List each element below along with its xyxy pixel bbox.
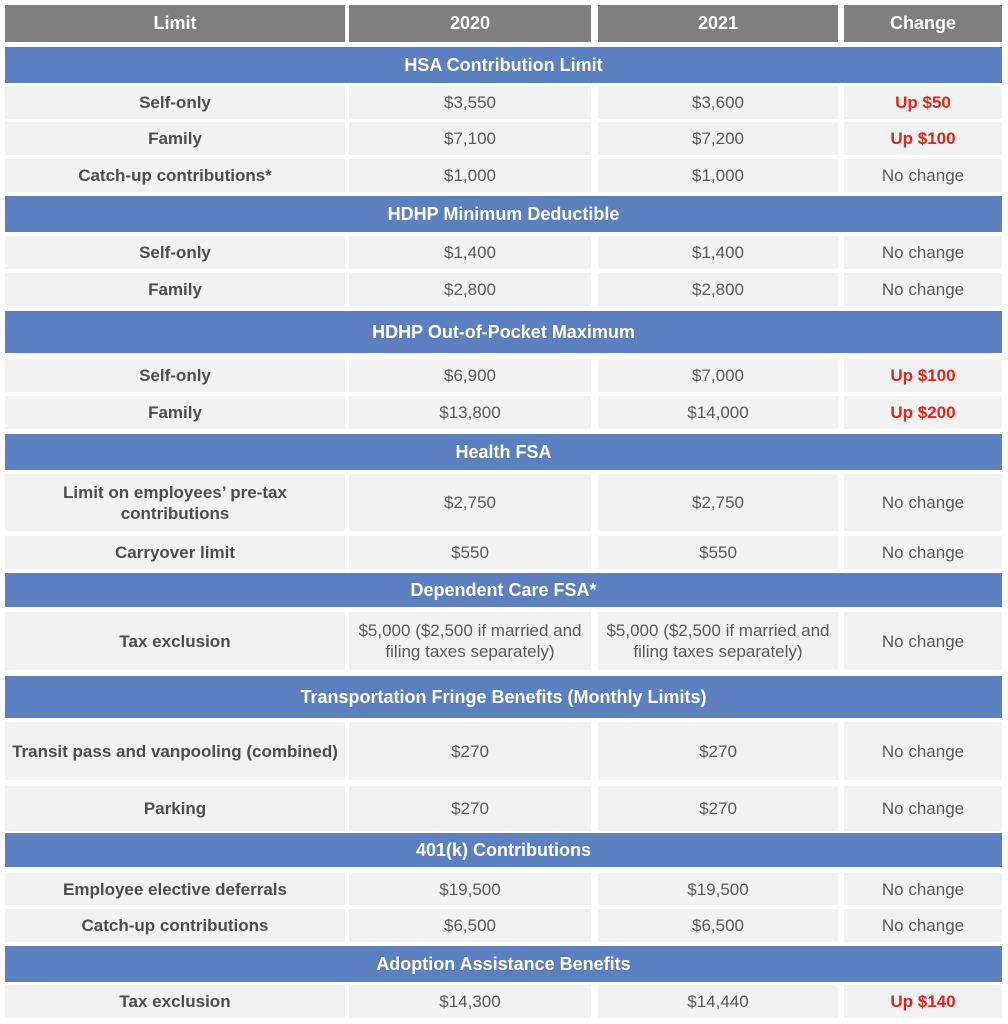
change-none: No change — [844, 873, 1002, 905]
value-2020: $7,100 — [349, 122, 591, 155]
value-2021: $5,000 ($2,500 if married and filing taxes separately) — [598, 612, 838, 670]
value-2020: $2,750 — [349, 474, 591, 531]
change-none: No change — [844, 536, 1002, 569]
row-label: Catch-up contributions* — [5, 159, 345, 192]
value-2020: $270 — [349, 786, 591, 831]
value-2021: $270 — [598, 722, 838, 780]
row-label: Self-only — [5, 236, 345, 269]
change-none: No change — [844, 909, 1002, 942]
value-2020: $14,300 — [349, 985, 591, 1018]
value-2021: $2,800 — [598, 273, 838, 306]
value-2021: $3,600 — [598, 86, 838, 119]
change-none: No change — [844, 612, 1002, 670]
value-2020: $1,400 — [349, 236, 591, 269]
section-title: Dependent Care FSA* — [5, 573, 1002, 607]
value-2020: $6,900 — [349, 359, 591, 392]
value-2021: $6,500 — [598, 909, 838, 942]
row-label: Transit pass and vanpooling (combined) — [5, 722, 345, 780]
header-year1: 2020 — [349, 5, 591, 42]
change-increase: Up $100 — [844, 359, 1002, 392]
change-none: No change — [844, 786, 1002, 831]
value-2021: $19,500 — [598, 873, 838, 905]
value-2021: $1,000 — [598, 159, 838, 192]
row-label: Family — [5, 122, 345, 155]
value-2021: $7,000 — [598, 359, 838, 392]
header-limit: Limit — [5, 5, 345, 42]
change-increase: Up $100 — [844, 122, 1002, 155]
row-label: Employee elective deferrals — [5, 873, 345, 905]
section-title: 401(k) Contributions — [5, 833, 1002, 867]
change-none: No change — [844, 159, 1002, 192]
section-title: Adoption Assistance Benefits — [5, 946, 1002, 982]
header-year2: 2021 — [598, 5, 838, 42]
change-none: No change — [844, 236, 1002, 269]
change-increase: Up $140 — [844, 985, 1002, 1018]
value-2021: $14,440 — [598, 985, 838, 1018]
value-2020: $13,800 — [349, 396, 591, 429]
row-label: Tax exclusion — [5, 985, 345, 1018]
row-label: Family — [5, 273, 345, 306]
change-none: No change — [844, 273, 1002, 306]
row-label: Self-only — [5, 359, 345, 392]
value-2020: $19,500 — [349, 873, 591, 905]
row-label: Parking — [5, 786, 345, 831]
row-label: Tax exclusion — [5, 612, 345, 670]
header-change: Change — [844, 5, 1002, 42]
value-2020: $270 — [349, 722, 591, 780]
section-title: HDHP Out-of-Pocket Maximum — [5, 311, 1002, 353]
value-2021: $1,400 — [598, 236, 838, 269]
section-title: HDHP Minimum Deductible — [5, 196, 1002, 232]
change-increase: Up $50 — [844, 86, 1002, 119]
value-2020: $550 — [349, 536, 591, 569]
change-none: No change — [844, 722, 1002, 780]
section-title: Transportation Fringe Benefits (Monthly Limits) — [5, 676, 1002, 718]
row-label: Limit on employees’ pre-tax contributions — [5, 474, 345, 531]
row-label: Family — [5, 396, 345, 429]
value-2020: $2,800 — [349, 273, 591, 306]
change-increase: Up $200 — [844, 396, 1002, 429]
value-2021: $7,200 — [598, 122, 838, 155]
value-2020: $1,000 — [349, 159, 591, 192]
row-label: Self-only — [5, 86, 345, 119]
change-none: No change — [844, 474, 1002, 531]
value-2021: $270 — [598, 786, 838, 831]
value-2021: $14,000 — [598, 396, 838, 429]
section-title: HSA Contribution Limit — [5, 47, 1002, 83]
row-label: Catch-up contributions — [5, 909, 345, 942]
section-title: Health FSA — [5, 434, 1002, 470]
value-2020: $6,500 — [349, 909, 591, 942]
value-2021: $2,750 — [598, 474, 838, 531]
value-2020: $5,000 ($2,500 if married and filing taxes separately) — [349, 612, 591, 670]
value-2020: $3,550 — [349, 86, 591, 119]
value-2021: $550 — [598, 536, 838, 569]
row-label: Carryover limit — [5, 536, 345, 569]
